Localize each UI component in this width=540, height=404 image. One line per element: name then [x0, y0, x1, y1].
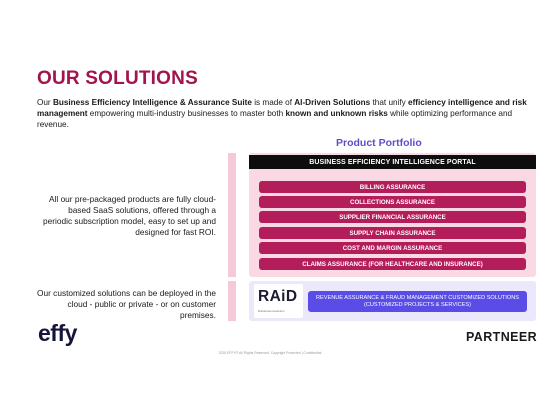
customized-side-band: [228, 281, 236, 321]
product-supply-chain-assurance: SUPPLY CHAIN ASSURANCE: [259, 227, 526, 239]
product-portfolio-heading: Product Portfolio: [336, 137, 422, 149]
intro-text: while optimizing performance and revenue.: [37, 109, 513, 129]
product-supplier-financial-assurance: SUPPLIER FINANCIAL ASSURANCE: [259, 211, 526, 223]
intro-emphasis: AI-Driven Solutions: [294, 98, 371, 107]
product-claims-assurance: CLAIMS ASSURANCE (FOR HEALTHCARE AND INSURANCE): [259, 258, 526, 270]
intro-emphasis: Business Efficiency Intelligence & Assurance Suite: [52, 98, 252, 107]
intro-emphasis: known and unknown risks: [285, 109, 388, 118]
product-cost-margin-assurance: COST AND MARGIN ASSURANCE: [259, 242, 526, 254]
intro-text: is made of: [251, 98, 295, 107]
raid-tagline: #raidcustomsolution: [258, 309, 285, 313]
prepackaged-description: All our pre-packaged products are fully cloud-based SaaS solutions, offered through a periodic subscription model, easy to set up and designed for fast ROI.: [43, 194, 216, 237]
prepackaged-side-band: [228, 153, 236, 277]
page-title: OUR SOLUTIONS: [37, 68, 198, 89]
intro-text: that unify: [370, 98, 409, 107]
customized-solutions-subtitle: (CUSTOMIZED PROJECTS & SERVICES): [363, 301, 472, 308]
portal-bar: BUSINESS EFFICIENCY INTELLIGENCE PORTAL: [249, 155, 536, 169]
intro-emphasis: efficiency intelligence and risk management: [37, 98, 527, 118]
effy-logo: effy: [38, 320, 77, 346]
product-collections-assurance: COLLECTIONS ASSURANCE: [259, 196, 526, 208]
intro-paragraph: [37, 97, 535, 130]
intro-text: Our: [37, 98, 53, 107]
customized-solutions-title: REVENUE ASSURANCE & FRAUD MANAGEMENT CUSTOMIZED SOLUTIONS: [315, 294, 520, 301]
footer-copyright: 2025 EFFY® All Rights Reserved. Copyright Protected | Confidential: [218, 351, 322, 355]
raid-logo: RAiD: [258, 288, 298, 305]
intro-text: empowering multi-industry businesses to master both: [87, 109, 286, 118]
customized-description: Our customized solutions can be deployed in the cloud - public or private - or on customer premises.: [37, 288, 216, 320]
partneer-logo: PARTNEER: [466, 330, 538, 344]
customized-solutions-bar: [308, 291, 527, 312]
product-billing-assurance: BILLING ASSURANCE: [259, 181, 526, 193]
